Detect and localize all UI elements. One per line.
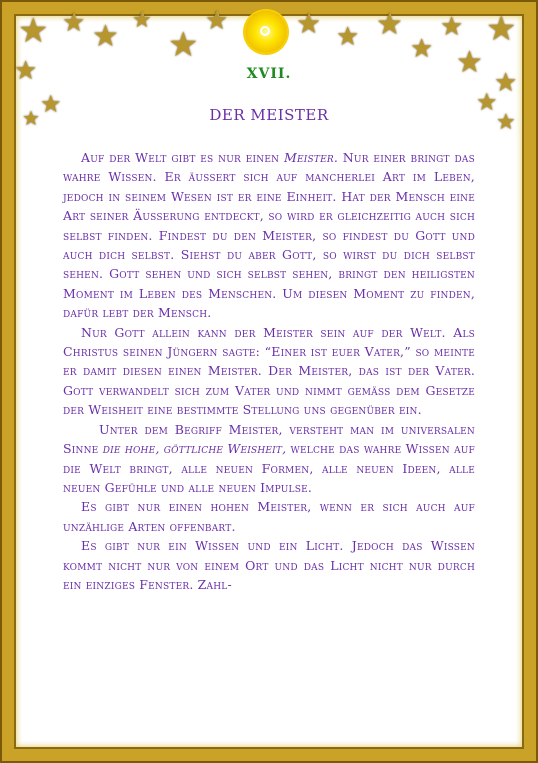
star-icon: ★ [296,7,322,40]
text-run: Es gibt nur ein Wissen und ein Licht. Jedoch das Wissen kommt nicht nur von einem Ort und das Licht nicht nur durch ein einziges Fenster. Zahl- [63,538,475,592]
star-icon: ★ [456,45,483,80]
star-icon: ★ [376,7,403,42]
star-icon: ★ [336,22,360,52]
star-icon: ★ [205,6,229,36]
paragraph [63,148,475,323]
text-run: welche das wahre Wissen auf die Welt bringt, alle neuen Formen, alle neuen Ideen, alle neuen Gefühle und alle neuen Impulse. [63,441,475,495]
star-icon: ★ [14,56,38,86]
star-icon: ★ [132,8,152,33]
body-text [63,148,475,594]
star-icon: ★ [168,25,199,65]
star-icon: ★ [18,11,49,51]
star-icon: ★ [496,110,516,135]
star-icon: ★ [62,8,86,38]
star-icon: ★ [92,19,119,54]
paragraph [63,536,475,594]
emphasis-text: die hohe, göttliche Weisheit, [102,441,287,457]
star-icon: ★ [410,34,434,64]
text-run: Nur einer bringt das wahre Wissen. Er äussert sich auf mancherlei Art im Leben, jedoch in seinem Wesen ist er eine Einheit. Hat der Mensch eine Art seiner Äusserung entdeckt, so wird er gleichzeitig auch sich selbst finden. Findest du den Meister, so findest du Gott und auch dich selbst. Siehst du aber Gott, so wirst du dich selbst sehen. Gott sehen und sich selbst sehen, bringt den heiligsten Moment im Leben des Menschen. Um diesen Moment zu finden, dafür lebt der Mensch. [63,150,476,321]
paragraph [63,497,475,536]
emphasis-text: Meister. [284,150,339,165]
star-icon: ★ [40,90,62,118]
star-icon: ★ [22,106,40,130]
star-icon: ★ [494,68,518,98]
text-run: Unter dem Begriff Meister, versteht man im universalen Sinne [63,421,475,457]
text-run: Es gibt nur einen hohen Meister, wenn er sich auch auf unzählige Arten offenbart. [63,499,475,534]
page-title: DER MEISTER [209,106,329,124]
paragraph [63,420,475,498]
chapter-number: XVII. [246,66,292,82]
star-icon: ★ [440,12,464,42]
star-icon: ★ [476,88,498,116]
paragraph [63,323,475,420]
sun-icon [245,11,287,53]
text-run: Auf der Welt gibt es nur einen [81,150,284,165]
text-run: Nur Gott allein kann der Meister sein auf der Welt. Als Christus seinen Jüngern sagte: “Einer ist euer Vater,” so meinte er damit diesen einen Meister. Der Meister, das ist der Vater. Gott verwandelt sich zum Vater und nimmt gemäss dem Gesetze der Weisheit eine bestimmte Stellung uns gegenüber ein. [63,324,475,418]
star-icon: ★ [486,9,517,49]
